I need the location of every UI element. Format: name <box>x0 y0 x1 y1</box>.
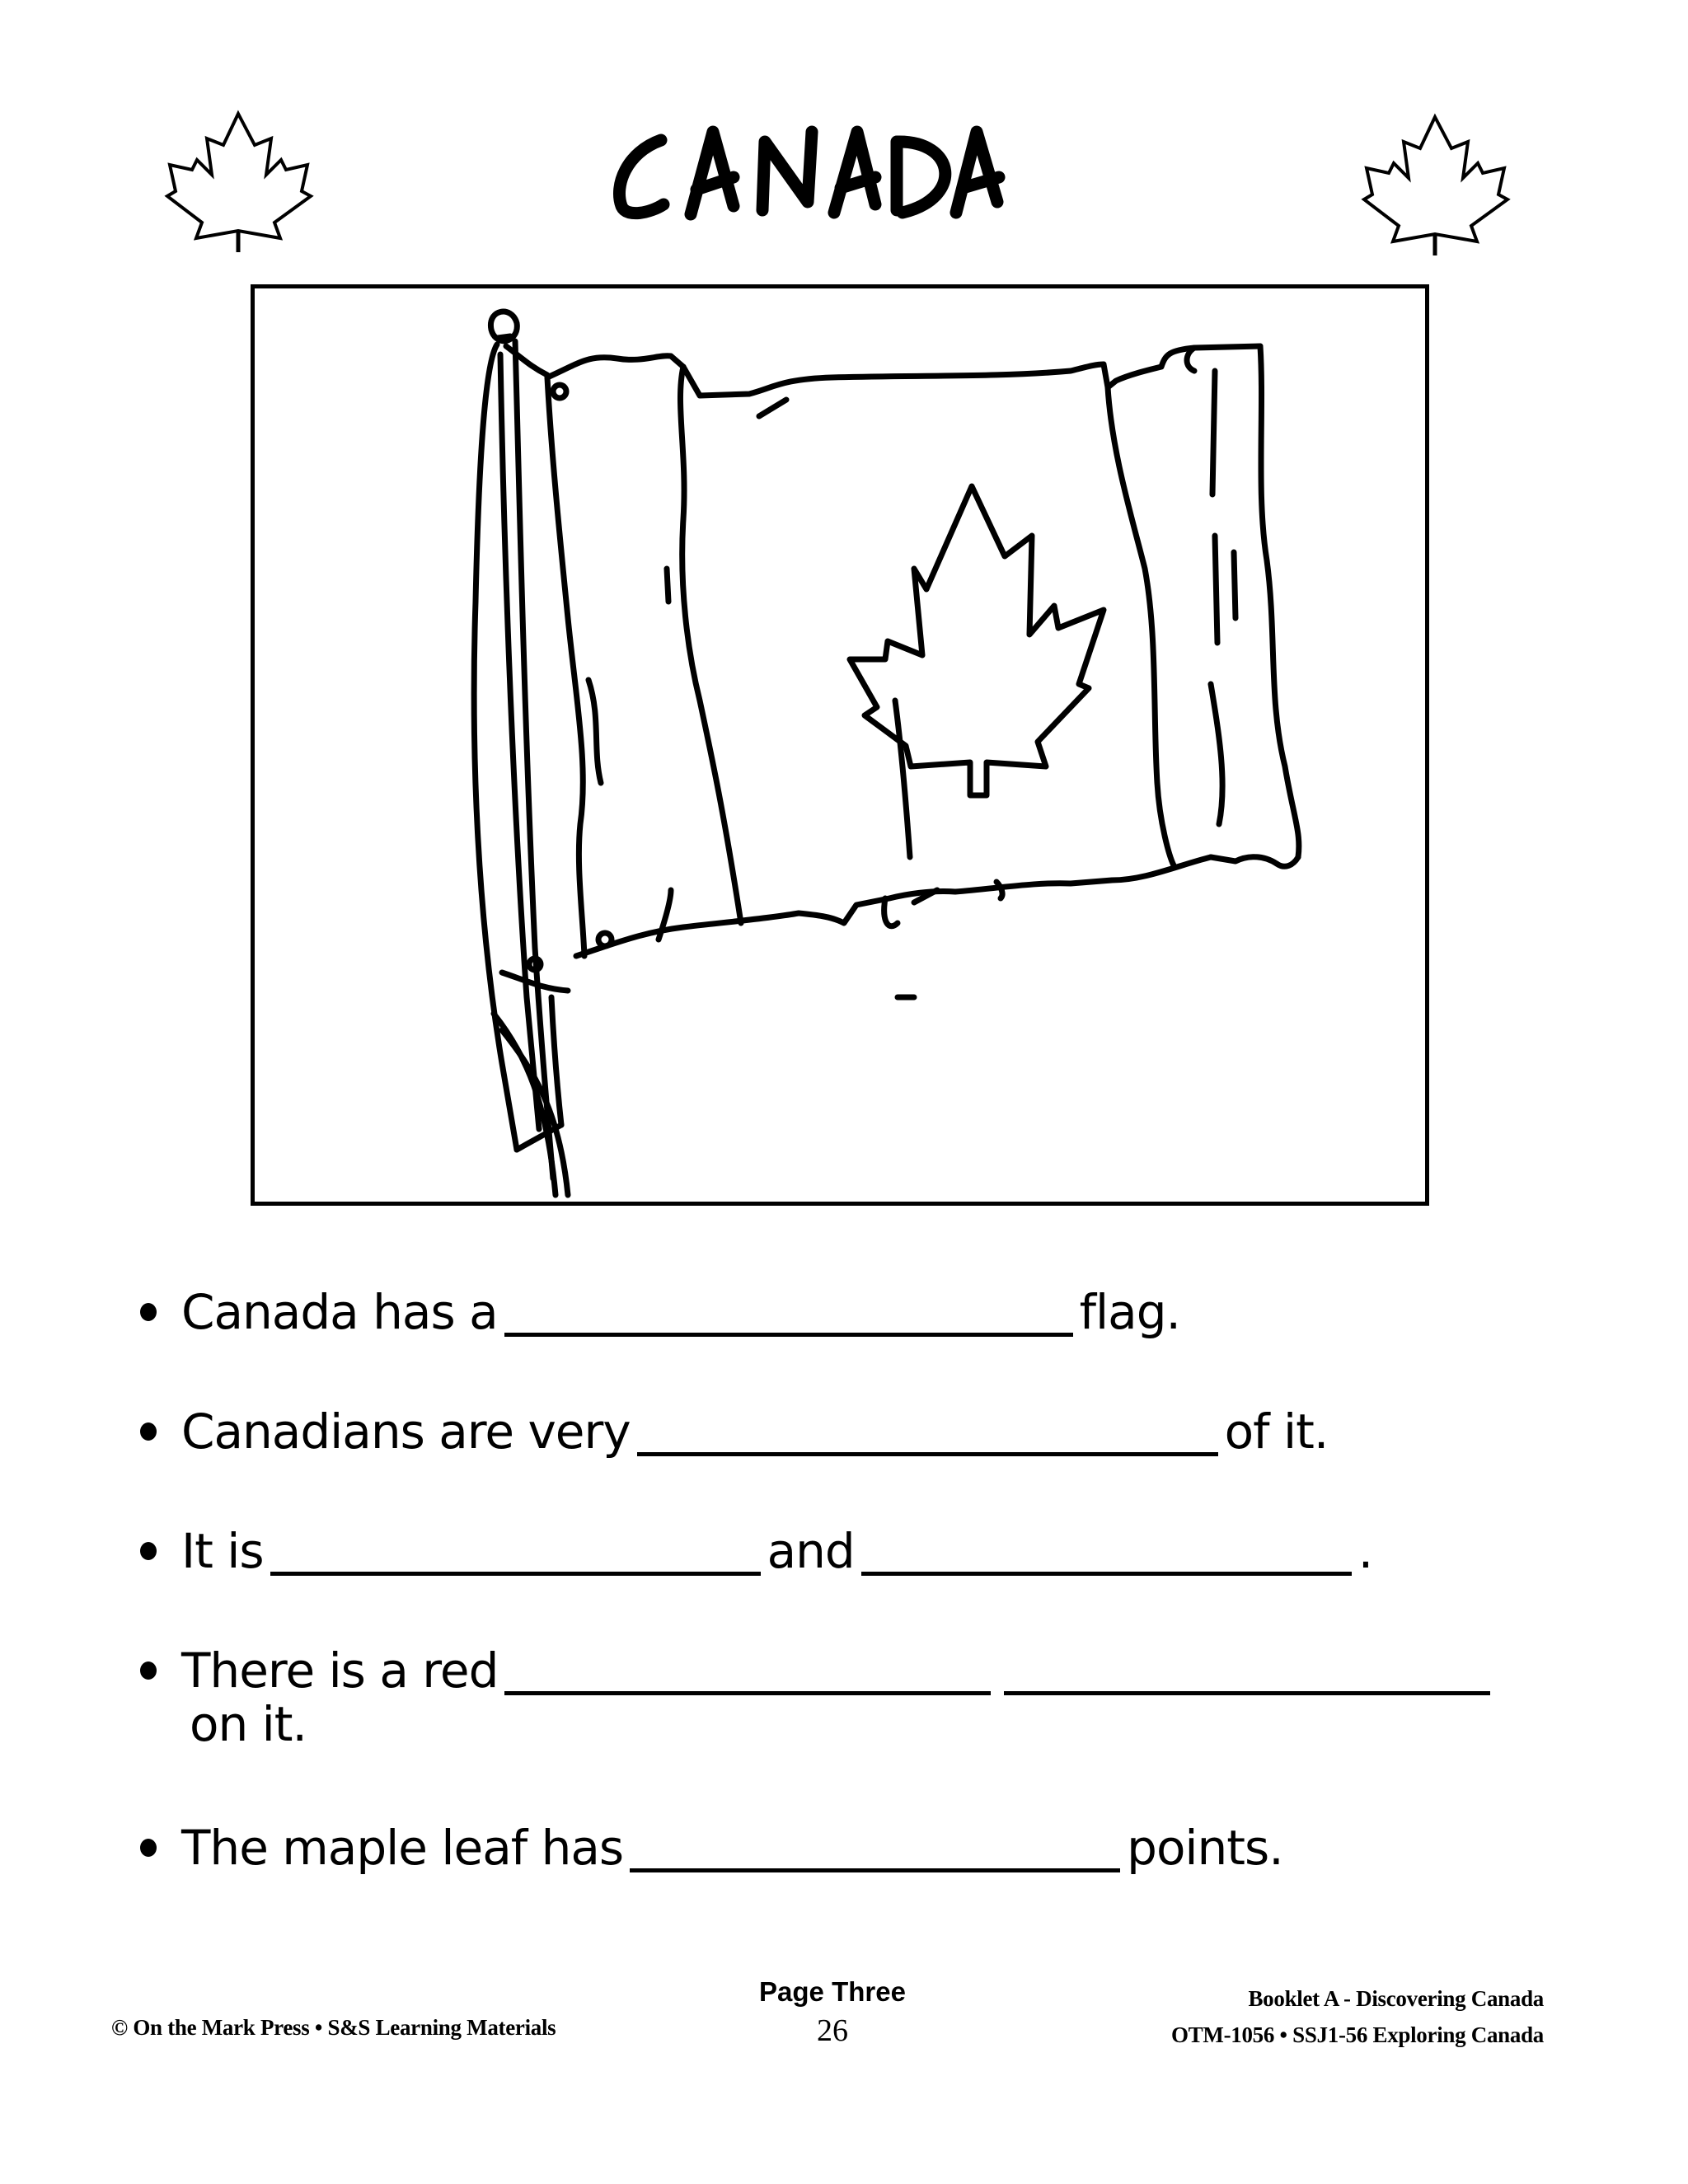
footer-page-label: Page Three <box>759 1976 906 2007</box>
answer-blank-2[interactable] <box>637 1409 1218 1456</box>
question-5-after: points. <box>1127 1820 1283 1876</box>
question-2 <box>140 1401 1328 1459</box>
question-5 <box>140 1817 1283 1875</box>
answer-blank-3b[interactable] <box>861 1529 1352 1576</box>
answer-blank-4a[interactable] <box>504 1648 991 1695</box>
question-4-continuation: on it. <box>190 1696 307 1752</box>
page-title <box>610 107 1071 231</box>
question-2-after: of it. <box>1224 1404 1329 1460</box>
footer-booklet-title: Booklet A - Discovering Canada <box>1248 1986 1544 2011</box>
footer-product-code: OTM-1056 • SSJ1-56 Exploring Canada <box>1170 2022 1544 2047</box>
canada-flag-icon <box>255 288 1425 1202</box>
maple-leaf-icon <box>167 105 307 254</box>
maple-leaf-right-svg <box>1364 109 1504 257</box>
question-1-after: flag. <box>1079 1284 1180 1340</box>
question-4-before: There is a red <box>181 1643 499 1699</box>
footer-page-number: 26 <box>817 2013 848 2048</box>
question-5-before: The maple leaf has <box>181 1820 624 1876</box>
question-2-before: Canadians are very <box>181 1404 631 1460</box>
answer-blank-1[interactable] <box>504 1290 1073 1337</box>
bullet-icon <box>140 1422 157 1441</box>
question-1 <box>140 1282 1180 1339</box>
question-3-before: It is <box>181 1523 264 1579</box>
flag-illustration-frame <box>251 284 1429 1206</box>
question-4 <box>140 1640 1497 1698</box>
question-1-before: Canada has a <box>181 1284 498 1340</box>
bullet-icon <box>140 1661 157 1680</box>
question-3-middle: and <box>767 1523 855 1579</box>
answer-blank-5[interactable] <box>630 1825 1120 1872</box>
bullet-icon <box>140 1542 157 1560</box>
bullet-icon <box>140 1303 157 1321</box>
answer-blank-4b[interactable] <box>1004 1648 1490 1695</box>
footer-booklet-info <box>1171 1980 1544 2053</box>
title-handwritten <box>610 107 1071 231</box>
footer-copyright: © On the Mark Press • S&S Learning Materials <box>111 2015 556 2040</box>
maple-leaf-icon <box>1364 109 1504 257</box>
answer-blank-3a[interactable] <box>270 1529 761 1576</box>
maple-leaf-left-svg <box>167 105 307 254</box>
question-3 <box>140 1521 1372 1578</box>
bullet-icon <box>140 1839 157 1857</box>
question-3-after: . <box>1357 1523 1373 1579</box>
